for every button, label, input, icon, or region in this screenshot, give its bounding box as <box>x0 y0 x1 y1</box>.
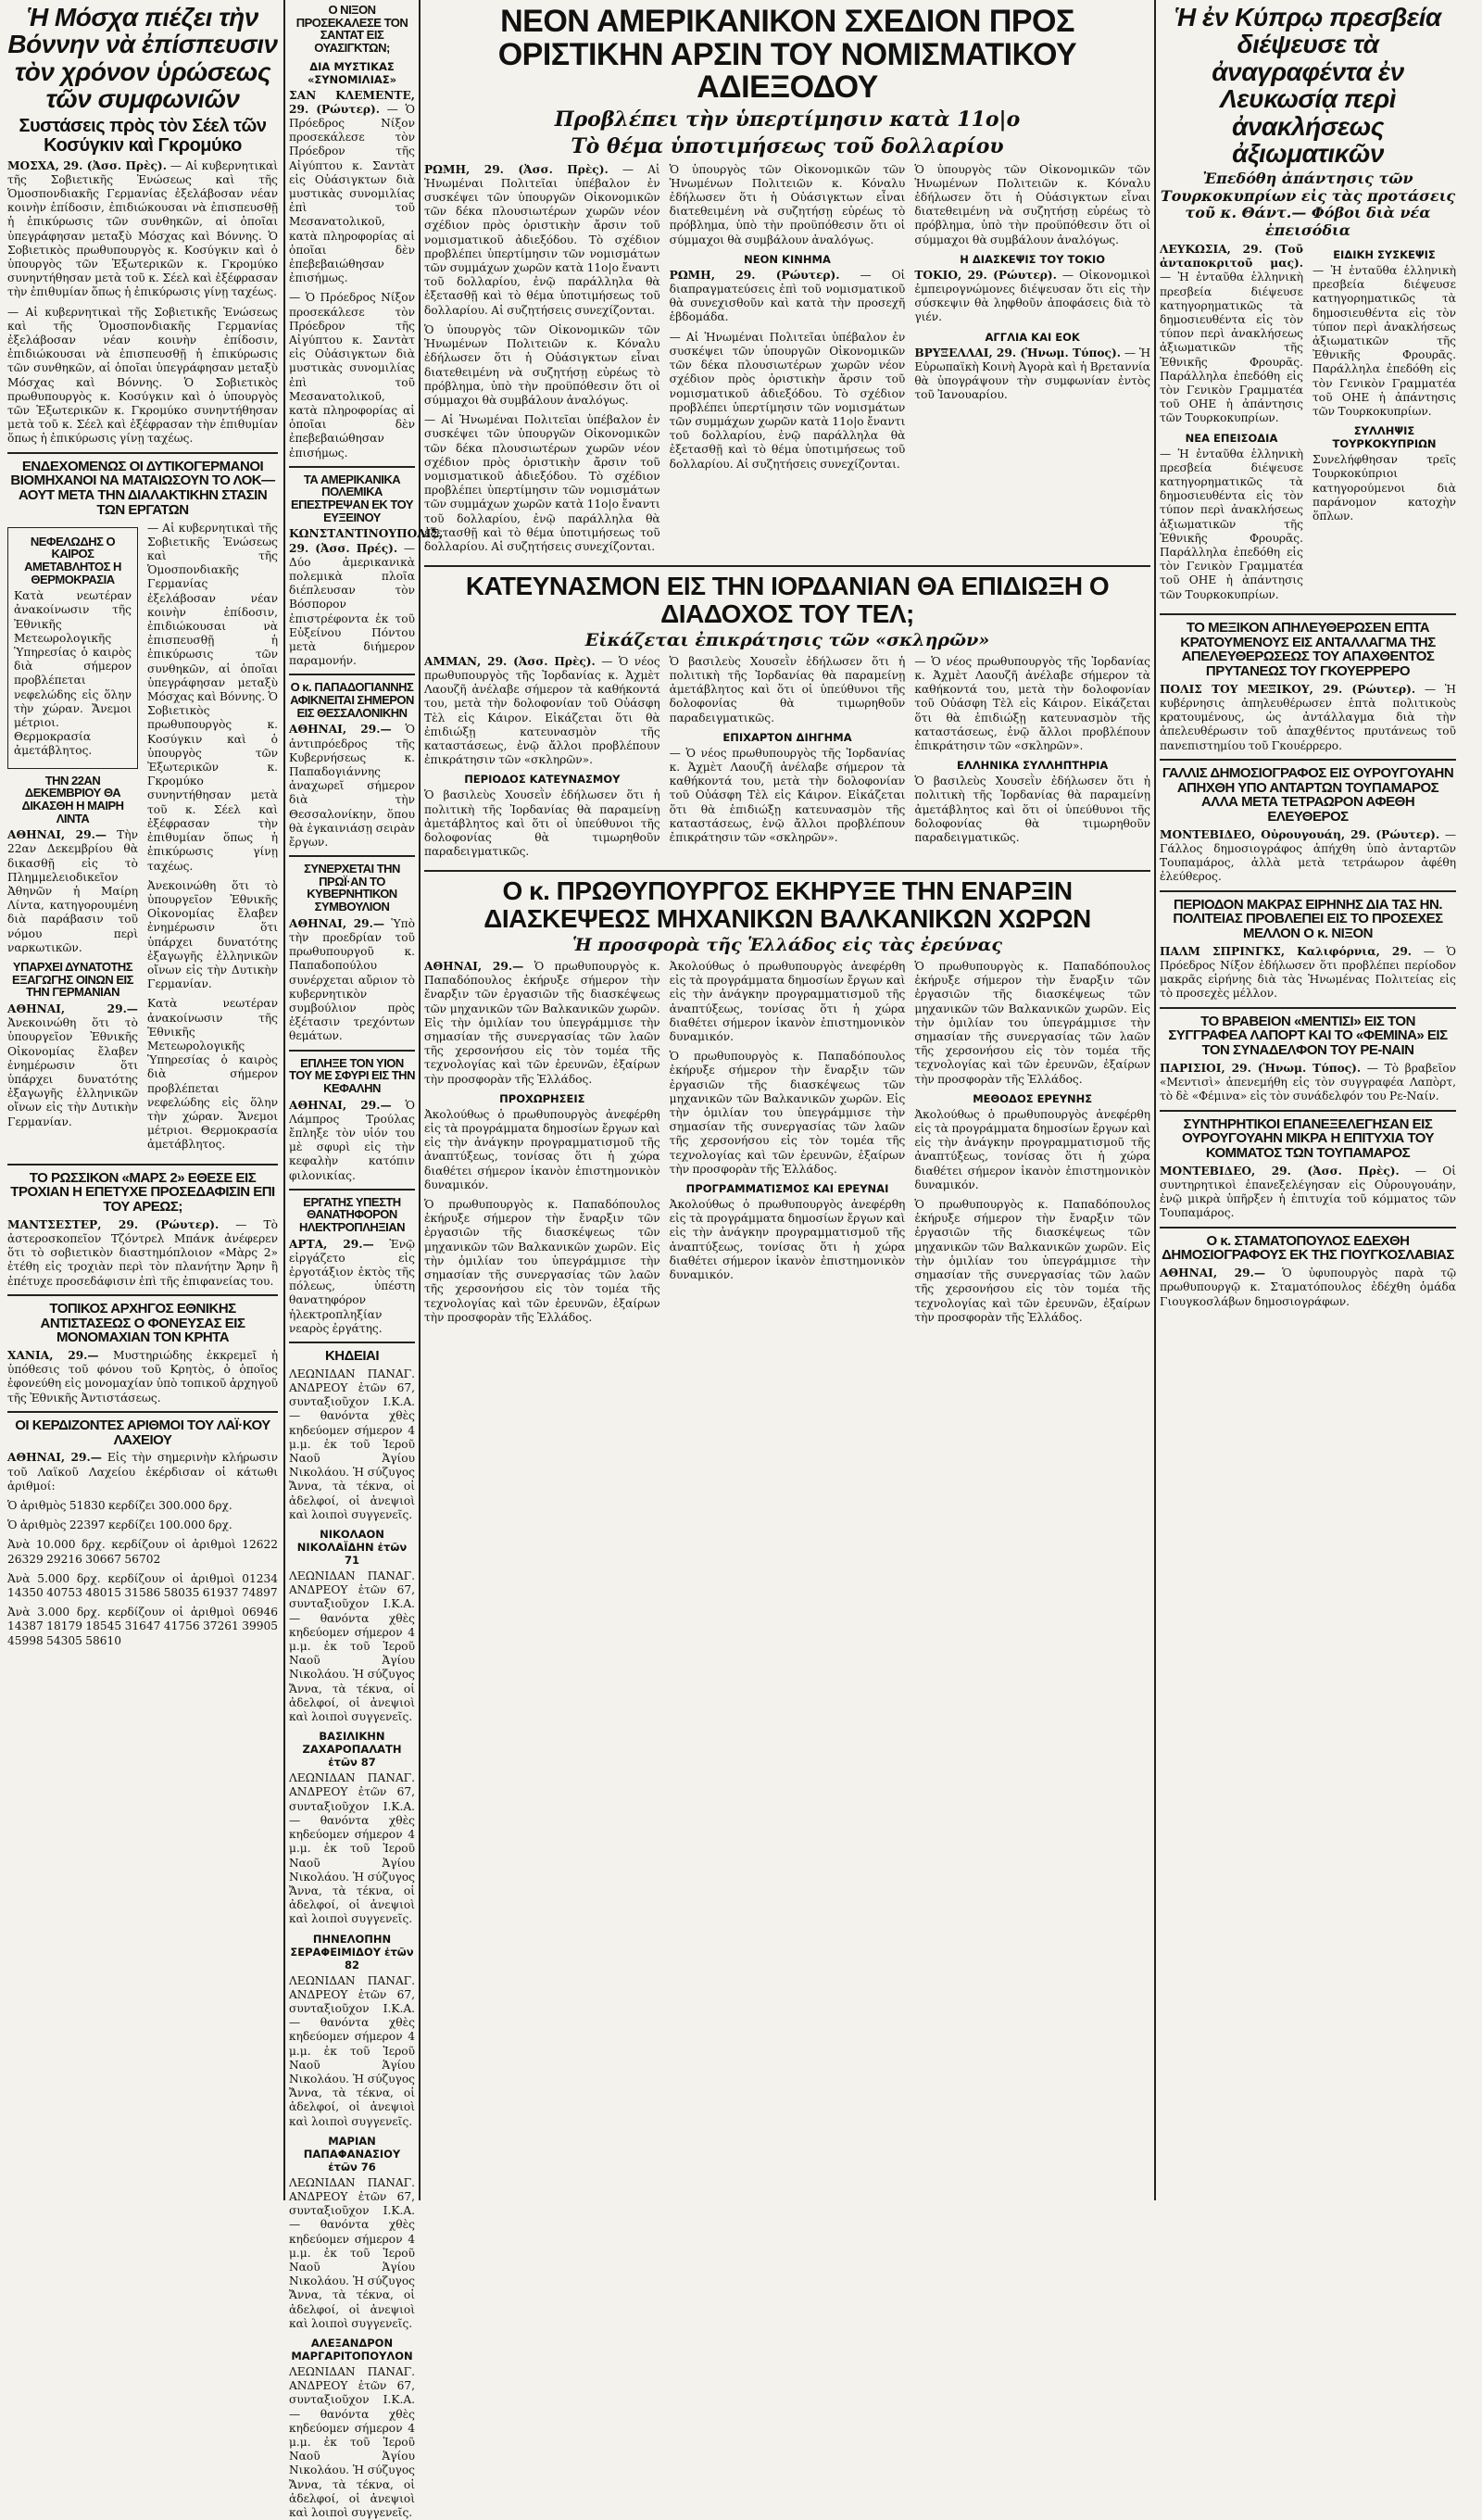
lottery-line: Ὁ ἀριθμὸς 51830 κερδίζει 300.000 δρχ. <box>7 1499 232 1512</box>
subheadline-cyprus: Ἐπεδόθη ἀπάντησις τῶν Τουρκοκυπρίων εἰς τὰς προτάσεις τοῦ κ. Θάντ.— Φόβοι διὰ νέα ἐπεισόδια <box>1160 170 1456 239</box>
headline-prize: ΤΟ ΒΡΑΒΕΙΟΝ «ΜΕΝΤΙΣΙ» ΕΙΣ ΤΟΝ ΣΥΓΓΡΑΦΕΑ ΛΑΠΟΡΤ ΚΑΙ ΤΟ «ΦΕΜΙΝΑ» ΕΙΣ ΤΟΝ ΣΥΝΑΔΕΛΦΟΝ ΤΟΥ ΡΕ-ΝΑΙΝ <box>1168 1013 1448 1059</box>
funeral-name: ΠΗΝΕΛΟΠΗΝ ΣΕΡΑΦΕΙΜΙΔΟΥ ἐτῶν 82 <box>290 1932 414 1972</box>
article-papadogiannis: ΑΘΗΝΑΙ, 29.— Ὁ ἀντιπρόεδρος τῆς Κυβερνήσεως κ. Παπαδογιάννης ἀναχωρεῖ σήμερον διὰ τὴν Θεσσαλονίκην, ὅπου θὰ ἐγκαινιάσῃ σειρὰν ἔργων. <box>289 723 415 849</box>
article-weather: Κατὰ νεωτέραν ἀνακοίνωσιν τῆς Ἐθνικῆς Μετεωρολογικῆς Ὑπηρεσίας ὁ καιρὸς διὰ σήμερον προβλέπεται νεφελώδης εἰς ὅλην τὴν χώραν. Ἄνεμοι μέτριοι. Θερμοκρασία ἀμετάβλητος. <box>14 589 132 758</box>
headline-nixon-sadat: Ο ΝΙΞΟΝ ΠΡΟΣΕΚΑΛΕΣΕ ΤΟΝ ΣΑΝΤΑΤ ΕΙΣ ΟΥΑΣΙΓΚΤΩΝ; <box>295 3 408 55</box>
article-pm-b: Ἀκολούθως ὁ πρωθυπουργὸς ἀνεφέρθη εἰς τὰ προγράμματα δημοσίων ἔργων καὶ εἰς τὴν ἀνάγκην προγραμματισμοῦ τῆς ἀναπτύξεως, τονίσας ὅτι ἡ χώρα διαθέτει σήμερον ἱκανὸν ἐπιστημονικὸν δυναμικόν. <box>424 1107 660 1191</box>
headline-council: ΣΥΝΕΡΧΕΤΑΙ ΤΗΝ ΠΡΩΪ·ΑΝ ΤΟ ΚΥΒΕΡΝΗΤΙΚΟΝ ΣΥΜΒΟΥΛΙΟΝ <box>304 862 400 914</box>
headline-cyprus: Ἡ ἐν Κύπρῳ πρεσβεία διέψευσε τὰ ἀναγραφέντα ἐν Λευκωσίᾳ περὶ ἀνακλήσεως ἀξιωματικῶν <box>1174 3 1441 168</box>
column-right <box>1160 0 1456 2200</box>
article-us-plan-b: Ὁ ὑπουργὸς τῶν Οἰκονομικῶν τῶν Ἡνωμένων Πολιτειῶν κ. Κόναλυ ἐδήλωσεν ὅτι ἡ Οὐάσιγκτων εἶναι διατεθειμένη νὰ συζητήσῃ εὐρέως τὸ πρόβλημα, ὑπὸ τὴν προϋπόθεσιν ὅτι οἱ σύμμαχοι θὰ συμβάλουν ἀναλόγως. <box>424 322 660 407</box>
subhead-turk: ΣΥΛΛΗΨΙΣ ΤΟΥΡΚΟΚΥΠΡΙΩΝ <box>1332 424 1437 451</box>
article-navy: ΚΩΝΣΤΑΝΤΙΝΟΥΠΟΛΙΣ, 29. (Ἀσσ. Πρές). — Δύο ἀμερικανικὰ πολεμικὰ πλοῖα διέπλευσαν τὸν Βόσπορον ἐπιστρέφοντα ἐκ τοῦ Εὐξείνου Πόντου μετὰ διήμερον παραμονήν. <box>289 527 444 668</box>
article-cyprus-c: — Ἡ ἐνταῦθα ἑλληνικὴ πρεσβεία διέψευσε κατηγορηματικῶς τὰ δημοσιευθέντα εἰς τὸν τύπον περὶ ἀνακλήσεως ἀξιωματικῶν τῆς Ἐθνικῆς Φρουρᾶς. Παράλληλα ἐπεδόθη εἰς τὸν Γενικὸν Γραμματέα τοῦ ΟΗΕ ἡ ἀπάντησις τῶν Τουρκοκυπρίων. <box>1312 263 1456 418</box>
lottery-line: Ἀνὰ 5.000 δρχ. κερδίζουν οἱ ἀριθμοὶ 01234 14350 40753 48015 31586 58035 61937 74897 <box>7 1571 278 1600</box>
article-pm-c: Ὁ πρωθυπουργὸς κ. Παπαδόπουλος ἐκήρυξε σήμερον τὴν ἔναρξιν τῶν ἐργασιῶν τῆς διασκέψεως τῶν μηχανικῶν τῶν Βαλκανικῶν χωρῶν. Εἰς τὴν ὁμιλίαν του ὑπεγράμμισε τὴν σημασίαν τῆς συνεργασίας τῶν λαῶν τῆς χερσονήσου εἰς τὸν τομέα τῆς τεχνολογίας καὶ τῶν ἐρευνῶν, ἐξαίρων τὴν προσφορὰν τῆς Ἑλλάδος. <box>424 1198 660 1324</box>
subhead-jordan: ΕΛΛΗΝΙΚΑ ΣΥΛΛΗΠΤΗΡΙΑ <box>957 759 1109 773</box>
article-prize: ΠΑΡΙΣΙΟΙ, 29. (Ἡνωμ. Τύπος). — Τὸ βραβεῖον «Μεντισὶ» ἀπενεμήθη εἰς τὸν συγγραφέα Λαπὸρτ, τὸ δὲ «Φέμινα» εἰς τὸν συνάδελφόν του Ρε-Ναίν. <box>1160 1061 1456 1103</box>
headline-electrocution: ΕΡΓΑΤΗΣ ΥΠΕΣΤΗ ΘΑΝΑΤΗΦΟΡΟΝ ΗΛΕΚΤΡΟΠΛΗΞΙΑΝ <box>298 1194 406 1234</box>
subheadline-pm: Ἡ προσφορὰ τῆς Ἑλλάδος εἰς τὰς ἐρεύνας <box>571 935 1002 956</box>
article-industrialists-a: — Αἱ κυβερνητικαὶ τῆς Σοβιετικῆς Ἑνώσεως καὶ τῆς Ὁμοσπονδιακῆς Γερμανίας ἐξελάβοσαν νέαν κοινὴν ἐπίδοσιν, ἐπιδιώκουσαι νὰ ἐπισπευσθῇ ἡ ἐπικύρωσις τῶν συνθηκῶν, αἱ ὁποῖαι ὑπεγράφησαν μεταξὺ Μόσχας καὶ Βόννης. Ὁ Σοβιετικὸς πρωθυπουργὸς κ. Κοσύγκιν καὶ ὁ ὑπουργὸς τῶν Ἐξωτερικῶν κ. Γκρομύκο συνηντήθησαν μετὰ τοῦ κ. Σέελ καὶ ἐξέφρασαν τὴν ἐπιθυμίαν ὅπως ἡ ἐπικύρωσις γίνῃ ταχέως. <box>147 521 278 873</box>
article-pm-f: Ἀκολούθως ὁ πρωθυπουργὸς ἀνεφέρθη εἰς τὰ προγράμματα δημοσίων ἔργων καὶ εἰς τὴν ἀνάγκην προγραμματισμοῦ τῆς ἀναπτύξεως, τονίσας ὅτι ἡ χώρα διαθέτει σήμερον ἱκανὸν ἐπιστημονικὸν δυναμικόν. <box>669 1198 906 1282</box>
headline-uruguay-journalist: ΓΑΛΛΙΣ ΔΗΜΟΣΙΟΓΡΑΦΟΣ ΕΙΣ ΟΥΡΟΥΓΟΥΑΗΝ ΑΠΗΧΘΗ ΥΠΟ ΑΝΤΑΡΤΩΝ ΤΟΥΠΑΜΑΡΟΣ ΑΛΛΑ ΜΕΤΑ ΤΕΤΡΑΩΡΟΝ ΑΦΕΘΗ ΕΛΕΥΘΕΡΟΣ <box>1162 764 1454 825</box>
lottery-line: Ἀνὰ 10.000 δρχ. κερδίζουν οἱ ἀριθμοὶ 12622 26329 29216 30667 56702 <box>7 1538 278 1566</box>
article-us-plan-f: Ὁ ὑπουργὸς τῶν Οἰκονομικῶν τῶν Ἡνωμένων Πολιτειῶν κ. Κόναλυ ἐδήλωσεν ὅτι ἡ Οὐάσιγκτων εἶναι διατεθειμένη νὰ συζητήσῃ εὐρέως τὸ πρόβλημα, ὑπὸ τὴν προϋπόθεσιν ὅτι οἱ σύμμαχοι θὰ συμβάλουν ἀναλόγως. <box>914 162 1151 246</box>
article-industrialists-b: Ἀνεκοινώθη ὅτι τὸ ὑπουργεῖον Ἐθνικῆς Οἰκονομίας ἔλαβεν ἐνημέρωσιν ὅτι ὑπάρχει δυνατότης ἐξαγωγῆς ἑλληνικῶν οἴνων εἰς τὴν Δυτικὴν Γερμανίαν. <box>147 878 278 991</box>
article-hammer: ΑΘΗΝΑΙ, 29.— Ὁ Λάμπρος Τρούλας ἔπληξε τὸν υἱόν του μὲ σφυρὶ εἰς τὴν κεφαλὴν κατόπιν φιλονικίας. <box>289 1098 415 1182</box>
headline-hammer: ΕΠΛΗΞΕ ΤΟΝ ΥΙΟΝ ΤΟΥ ΜΕ ΣΦΥΡΙ ΕΙΣ ΤΗΝ ΚΕΦΑΛΗΝ <box>289 1055 415 1095</box>
column-narrow <box>289 0 444 2520</box>
lottery-line: Ἀνὰ 3.000 δρχ. κερδίζουν οἱ ἀριθμοὶ 06946 14387 18179 18545 31647 41756 37261 39905 45998 54305 58610 <box>7 1606 278 1647</box>
headline-industrialists: ΕΝΔΕΧΟΜΕΝΩΣ ΟΙ ΔΥΤΙΚΟΓΕΡΜΑΝΟΙ ΒΙΟΜΗΧΑΝΟΙ ΝΑ ΜΑΤΑΙΩΣΟΥΝ ΤΟ ΛΟΚ—ΑΟΥΤ ΜΕΤΑ ΤΗΝ ΔΙΑΛΑΚΤΙΚΗΝ ΣΤΑΣΙΝ ΤΩΝ ΕΡΓΑΤΩΝ <box>10 458 275 518</box>
headline-wines: ΥΠΑΡΧΕΙ ΔΥΝΑΤΟΤΗΣ ΕΞΑΓΩΓΗΣ ΟΙΝΩΝ ΕΙΣ ΤΗΝ ΓΕΡΜΑΝΙΑΝ <box>12 960 133 1000</box>
lottery-line: Ὁ ἀριθμὸς 22397 κερδίζει 100.000 δρχ. <box>7 1518 232 1532</box>
headline-jordan: ΚΑΤΕΥΝΑΣΜΟΝ ΕΙΣ ΤΗΝ ΙΟΡΔΑΝΙΑΝ ΘΑ ΕΠΙΔΙΩΞΗ Ο ΔΙΑΔΟΧΟΣ ΤΟΥ ΤΕΛ; <box>465 572 1110 628</box>
article-industrialists-c: Κατὰ νεωτέραν ἀνακοίνωσιν τῆς Ἐθνικῆς Μετεωρολογικῆς Ὑπηρεσίας ὁ καιρὸς διὰ σήμερον προβλέπεται νεφελώδης εἰς ὅλην τὴν χώραν. Ἄνεμοι μέτριοι. Θερμοκρασία ἀμετάβλητος. <box>147 997 278 1152</box>
column-left <box>7 0 278 2200</box>
article-us-plan-a: ΡΩΜΗ, 29. (Ἀσσ. Πρὲς). — Αἱ Ἡνωμέναι Πολιτεῖαι ὑπέβαλον ἐν συσκέψει τῶν ὑπουργῶν Οἰκονομικῶν τῶν δέκα πλουσιωτέρων χωρῶν νέον σχέδιον πρὸς ὁριστικὴν ἄρσιν τοῦ νομισματικοῦ ἀδιεξόδου. Τὸ σχέδιον προβλέπει ὑπερτίμησιν τῶν νομισμάτων τῶν συμμάχων χωρῶν κατὰ 11ο|ο ἔναντι τοῦ δολλαρίου, ἐνῷ παράλληλα θὰ ἐξετασθῇ καὶ τὸ θέμα ὑποτιμήσεως τοῦ δολλαρίου. Αἱ συζητήσεις συνεχίζονται. <box>424 162 660 317</box>
subheadline-dollar: Τὸ θέμα ὑποτιμήσεως τοῦ δολλαρίου <box>571 134 1004 159</box>
headline-lottery: ΟΙ ΚΕΡΔΙΖΟΝΤΕΣ ΑΡΙΘΜΟΙ ΤΟΥ ΛΑΪ·ΚΟΥ ΛΑΧΕΙΟΥ <box>15 1417 270 1448</box>
subhead-eok: ΑΓΓΛΙΑ ΚΑΙ ΕΟΚ <box>985 330 1080 344</box>
article-jordan-a: ΑΜΜΑΝ, 29. (Ἀσσ. Πρὲς). — Ὁ νέος πρωθυπουργὸς τῆς Ἰορδανίας κ. Ἀχμὲτ Λαουζῆ ἀνέλαβε σήμερον τὰ καθήκοντά του, μετὰ τὴν δολοφονίαν τοῦ Οὐάσφη Τὲλ εἰς Κάιρον. Εἰκάζεται ὅτι θὰ ἐπιδιώξῃ κατευνασμὸν τῆς καταστάσεως, ἐνῷ ἄλλοι προβλέπουν ἐπικράτησιν τῶν «σκληρῶν». <box>424 654 660 767</box>
funeral-notice: ΛΕΩΝΙΔΑΝ ΠΑΝΑΓ. ΑΝΔΡΕΟΥ ἐτῶν 67, συνταξιοῦχον Ι.Κ.Α. — θανόντα χθὲς κηδεύομεν σήμερον 4 μ.μ. ἐκ τοῦ Ἱεροῦ Ναοῦ Ἁγίου Νικολάου. Ἡ σύζυγος Ἄννα, τὰ τέκνα, οἱ ἀδελφοί, οἱ ἀνεψιοὶ καὶ λοιποὶ συγγενεῖς. <box>289 2175 415 2330</box>
article-pm-d: Ἀκολούθως ὁ πρωθυπουργὸς ἀνεφέρθη εἰς τὰ προγράμματα δημοσίων ἔργων καὶ εἰς τὴν ἀνάγκην προγραμματισμοῦ τῆς ἀναπτύξεως, τονίσας ὅτι ἡ χώρα διαθέτει σήμερον ἱκανὸν ἐπιστημονικὸν δυναμικόν. <box>669 960 906 1044</box>
article-jordan-c: Ὁ βασιλεὺς Χουσεῒν ἐδήλωσεν ὅτι ἡ πολιτικὴ τῆς Ἰορδανίας θὰ παραμείνῃ ἀμετάβλητος καὶ ὅτι οἱ ὑπεύθυνοι τῆς δολοφονίας θὰ τιμωρηθοῦν παραδειγματικῶς. <box>669 654 906 724</box>
headline-moscow-bonn: Ἡ Μόσχα πιέζει τὴν Βόννην νὰ ἐπίσπευσιν τὸν χρόνον ὑρώσεως τῶν συμφωνιῶν <box>7 3 278 114</box>
article-pm-e: Ὁ πρωθυπουργὸς κ. Παπαδόπουλος ἐκήρυξε σήμερον τὴν ἔναρξιν τῶν ἐργασιῶν τῆς διασκέψεως τῶν μηχανικῶν τῶν Βαλκανικῶν χωρῶν. Εἰς τὴν ὁμιλίαν του ὑπεγράμμισε τὴν σημασίαν τῆς συνεργασίας τῶν λαῶν τῆς χερσονήσου εἰς τὸν τομέα τῆς τεχνολογίας καὶ τῶν ἐρευνῶν, ἐξαίρων τὴν προσφορὰν τῆς Ἑλλάδος. <box>669 1050 906 1176</box>
article-jordan-e: — Ὁ νέος πρωθυπουργὸς τῆς Ἰορδανίας κ. Ἀχμὲτ Λαουζῆ ἀνέλαβε σήμερον τὰ καθήκοντά του, μετὰ τὴν δολοφονίαν τοῦ Οὐάσφη Τὲλ εἰς Κάιρον. Εἰκάζεται ὅτι θὰ ἐπιδιώξῃ κατευνασμὸν τῆς καταστάσεως, ἐνῷ ἄλλοι προβλέπουν ἐπικράτησιν τῶν «σκληρῶν». <box>914 654 1151 752</box>
article-electrocution: ΑΡΤΑ, 29.— Ἐνῷ εἰργάζετο εἰς ἐργοτάξιον ἐκτὸς τῆς πόλεως, ὑπέστη θανατηφόρον ἠλεκτροπληξίαν νεαρὸς ἐργάτης. <box>289 1237 415 1335</box>
article-mexico: ΠΟΛΙΣ ΤΟΥ ΜΕΞΙΚΟΥ, 29. (Ρώυτερ). — Ἡ κυβέρνησις ἀπηλευθέρωσεν ἑπτὰ πολιτικοὺς κρατουμένους, ὡς ἀντάλλαγμα διὰ τὴν ἀπελευθέρωσιν τοῦ ἀπαχθέντος πρυτάνεως τοῦ πανεπιστημίου τοῦ Γκουέρρερο. <box>1160 682 1457 752</box>
subhead-pm: ΠΡΟΧΩΡΗΣΕΙΣ <box>499 1091 585 1105</box>
funeral-name: ΒΑΣΙΛΙΚΗΝ ΖΑΧΑΡΟΠΑΛΑΤΗ ἐτῶν 87 <box>302 1730 402 1770</box>
article-filler: — Ὁ Πρόεδρος Νίξον προσεκάλεσε τὸν Πρόεδρον τῆς Αἰγύπτου κ. Σαντὰτ εἰς Οὐάσιγκτων διὰ μυστικὰς συνομιλίας ἐπὶ τοῦ Μεσανατολικοῦ, κατὰ πληροφορίας αἱ ὁποῖαι δὲν ἐπεβεβαιώθησαν ἐπισήμως. <box>289 291 415 460</box>
funeral-name: ΜΑΡΙΑΝ ΠΑΠΑΦΑΝΑΣΙΟΥ ἐτῶν 76 <box>303 2134 401 2174</box>
headline-weather: ΝΕΦΕΛΩΔΗΣ Ο ΚΑΙΡΟΣ ΑΜΕΤΑΒΛΗΤΟΣ Η ΘΕΡΜΟΚΡΑΣΙΑ <box>24 534 121 586</box>
headline-us-plan: ΝΕΟΝ ΑΜΕΡΙΚΑΝΙΚΟΝ ΣΧΕΔΙΟΝ ΠΡΟΣ ΟΡΙΣΤΙΚΗΝ ΑΡΣΙΝ ΤΟΥ ΝΟΜΙΣΜΑΤΙΚΟΥ ΑΔΙΕΞΟΔΟΥ <box>497 4 1077 106</box>
article-conservatives: ΜΟΝΤΕΒΙΔΕΟ, 29. (Ἀσσ. Πρὲς). — Οἱ συντηρητικοὶ ἐπανεξελέγησαν εἰς Οὐρουγουάην, ἐνῷ μικρὰ ὑπῆρξεν ἡ ἐπιτυχία τοῦ κόμματος τῶν Τουπαμάρος. <box>1160 1164 1456 1220</box>
funeral-name: ΝΙΚΟΛΑΟΝ ΝΙΚΟΛΑΪΔΗΝ ἐτῶν 71 <box>296 1528 408 1568</box>
article-nixon-sadat: ΣΑΝ ΚΛΕΜΕΝΤΕ, 29. (Ρώυτερ). — Ὁ Πρόεδρος Νίξον προσεκάλεσε τὸν Πρόεδρον τῆς Αἰγύπτου κ. Σαντὰτ εἰς Οὐάσιγκτων διὰ μυστικὰς συνομιλίας ἐπὶ τοῦ Μεσανατολικοῦ, κατὰ πληροφορίας αἱ ὁποῖαι δὲν ἐπεβεβαιώθησαν ἐπισήμως. <box>289 88 415 285</box>
subhead-cyprus: ΝΕΑ ΕΠΕΙΣΟΔΙΑ <box>1185 431 1278 445</box>
article-lottery: ΑΘΗΝΑΙ, 29.— Εἰς τὴν σημερινὴν κλήρωσιν τοῦ Λαϊκοῦ Λαχείου ἐκέρδισαν οἱ κάτωθι ἀριθμοί: <box>7 1451 279 1493</box>
article-us-plan-d: Ὁ ὑπουργὸς τῶν Οἰκονομικῶν τῶν Ἡνωμένων Πολιτειῶν κ. Κόναλυ ἐδήλωσεν ὅτι ἡ Οὐάσιγκτων εἶναι διατεθειμένη νὰ συζητήσῃ εὐρέως τὸ πρόβλημα, ὑπὸ τὴν προϋπόθεσιν ὅτι οἱ σύμμαχοι θὰ συμβάλουν ἀναλόγως. <box>669 162 906 246</box>
article-stamatopoulos: ΑΘΗΝΑΙ, 29.— Ὁ ὑφυπουργὸς παρὰ τῷ πρωθυπουργῷ κ. Σταματόπουλος ἐδέχθη ὁμάδα Γιουγκοσλάβων δημοσιογράφων. <box>1160 1266 1457 1308</box>
article-jordan-d: — Ὁ νέος πρωθυπουργὸς τῆς Ἰορδανίας κ. Ἀχμὲτ Λαουζῆ ἀνέλαβε σήμερον τὰ καθήκοντά του, μετὰ τὴν δολοφονίαν τοῦ Οὐάσφη Τὲλ εἰς Κάιρον. Εἰκάζεται ὅτι θὰ ἐπιδιώξῃ κατευνασμὸν τῆς καταστάσεως, ἐνῷ ἄλλοι προβλέπουν ἐπικράτησιν τῶν «σκληρῶν». <box>669 746 906 844</box>
funeral-notice: ΛΕΩΝΙΔΑΝ ΠΑΝΑΓ. ΑΝΔΡΕΟΥ ἐτῶν 67, συνταξιοῦχον Ι.Κ.Α. — θανόντα χθὲς κηδεύομεν σήμερον 4 μ.μ. ἐκ τοῦ Ἱεροῦ Ναοῦ Ἁγίου Νικολάου. Ἡ σύζυγος Ἄννα, τὰ τέκνα, οἱ ἀδελφοί, οἱ ἀνεψιοὶ καὶ λοιποὶ συγγενεῖς. <box>289 1569 415 1724</box>
article-crete: ΧΑΝΙΑ, 29.— Μυστηριώδης ἐκκρεμεῖ ἡ ὑπόθεσις τοῦ φόνου τοῦ Κρητὸς, ὁ ὁποῖος ἐφονεύθη εἰς μονομαχίαν ὑπὸ τοπικοῦ ἀρχηγοῦ τῆς Ἐθνικῆς Ἀντιστάσεως. <box>7 1349 279 1405</box>
article-us-plan-e: — Αἱ Ἡνωμέναι Πολιτεῖαι ὑπέβαλον ἐν συσκέψει τῶν ὑπουργῶν Οἰκονομικῶν τῶν δέκα πλουσιωτέρων χωρῶν νέον σχέδιον πρὸς ὁριστικὴν ἄρσιν τοῦ νομισματικοῦ ἀδιεξόδου. Τὸ σχέδιον προβλέπει ὑπερτίμησιν τῶν νομισμάτων τῶν συμμάχων χωρῶν κατὰ 11ο|ο ἔναντι τοῦ δολλαρίου, ἐνῷ παράλληλα θὰ ἐξετασθῇ καὶ τὸ θέμα ὑποτιμήσεως τοῦ δολλαρίου. Αἱ συζητήσεις συνεχίζονται. <box>669 330 906 471</box>
article-peace: ΠΑΛΜ ΣΠΡΙΝΓΚΣ, Καλιφόρνια, 29. — Ὁ Πρόεδρος Νίξον ἐδήλωσεν ὅτι προβλέπει περίοδον μακρᾶς εἰρήνης διὰ τὰς Ἡνωμένας Πολιτείας εἰς τὸ προσεχὲς μέλλον. <box>1160 944 1457 1001</box>
column-rule <box>419 0 421 2200</box>
headline-maria-linta: ΤΗΝ 22ΑΝ ΔΕΚΕΜΒΡΙΟΥ ΘΑ ΔΙΚΑΣΘΗ Η ΜΑΙΡΗ ΛΙΝΤΑ <box>21 773 124 825</box>
headline-conservatives: ΣΥΝΤΗΡΗΤΙΚΟΙ ΕΠΑΝΕΞΕΛΕΓΗΣΑΝ ΕΙΣ ΟΥΡΟΥΓΟΥΑΗΝ ΜΙΚΡΑ Η ΕΠΙΤΥΧΙΑ ΤΟΥ ΚΟΜΜΑΤΟΣ ΤΩΝ ΤΟΥΠΑΜΑΡΟΣ <box>1182 1115 1434 1162</box>
headline-stamatopoulos: Ο κ. ΣΤΑΜΑΤΟΠΟΥΛΟΣ ΕΔΕΧΘΗ ΔΗΜΟΣΙΟΓΡΑΦΟΥΣ ΕΚ ΤΗΣ ΓΙΟΥΓΚΟΣΛΑΒΙΑΣ <box>1162 1232 1454 1264</box>
funeral-notice: ΛΕΩΝΙΔΑΝ ΠΑΝΑΓ. ΑΝΔΡΕΟΥ ἐτῶν 67, συνταξιοῦχον Ι.Κ.Α. — θανόντα χθὲς κηδεύομεν σήμερον 4 μ.μ. ἐκ τοῦ Ἱεροῦ Ναοῦ Ἁγίου Νικολάου. Ἡ σύζυγος Ἄννα, τὰ τέκνα, οἱ ἀδελφοί, οἱ ἀνεψιοὶ καὶ λοιποὶ συγγενεῖς. <box>289 1367 415 1521</box>
subhead-nixon: ΔΙΑ ΜΥΣΤΙΚΑΣ «ΣΥΝΟΜΙΛΙΑΣ» <box>307 59 397 86</box>
article-cyprus-b: — Ἡ ἐνταῦθα ἑλληνικὴ πρεσβεία διέψευσε κατηγορηματικῶς τὰ δημοσιευθέντα εἰς τὸν τύπον περὶ ἀνακλήσεως ἀξιωματικῶν τῆς Ἐθνικῆς Φρουρᾶς. Παράλληλα ἐπεδόθη εἰς τὸν Γενικὸν Γραμματέα τοῦ ΟΗΕ ἡ ἀπάντησις τῶν Τουρκοκυπρίων. <box>1160 447 1303 601</box>
column-center <box>424 0 1150 2200</box>
funeral-notice: ΛΕΩΝΙΔΑΝ ΠΑΝΑΓ. ΑΝΔΡΕΟΥ ἐτῶν 67, συνταξιοῦχον Ι.Κ.Α. — θανόντα χθὲς κηδεύομεν σήμερον 4 μ.μ. ἐκ τοῦ Ἱεροῦ Ναοῦ Ἁγίου Νικολάου. Ἡ σύζυγος Ἄννα, τὰ τέκνα, οἱ ἀδελφοί, οἱ ἀνεψιοὶ καὶ λοιποὶ συγγενεῖς. <box>289 2364 415 2520</box>
article-eok: ΒΡΥΞΕΛΛΑΙ, 29. (Ἡνωμ. Τύπος). — Ἡ Εὐρωπαϊκὴ Κοινὴ Ἀγορὰ καὶ ἡ Βρεταννία θὰ ὑπογράψουν τὴν συμφωνίαν ἐντὸς τοῦ Ἰανουαρίου. <box>914 346 1151 402</box>
subhead-cyprus: ΕΙΔΙΚΗ ΣΥΣΚΕΨΙΣ <box>1333 247 1436 261</box>
article-mars2: ΜΑΝΤΣΕΣΤΕΡ, 29. (Ρώυτερ). — Τὸ ἀστεροσκοπεῖον Τζόντρελ Μπάνκ ἀνέφερεν ὅτι τὸ σοβιετικὸν διαστημόπλοιον «Μὰρς 2» ἐτέθη εἰς τροχιὰν περὶ τὸν πλανήτην Ἄρην ἢ ἐπέτυχε προσεδάφισιν ἐπὶ τῆς ἐπιφανείας του. <box>7 1217 278 1288</box>
article-wines: ΑΘΗΝΑΙ, 29.— Ἀνεκοινώθη ὅτι τὸ ὑπουργεῖον Ἐθνικῆς Οἰκονομίας ἔλαβεν ἐνημέρωσιν ὅτι ὑπάρχει δυνατότης ἐξαγωγῆς ἑλληνικῶν οἴνων εἰς τὴν Δυτικὴν Γερμανίαν. <box>7 1002 138 1128</box>
article-us-plan-c: — Αἱ Ἡνωμέναι Πολιτεῖαι ὑπέβαλον ἐν συσκέψει τῶν ὑπουργῶν Οἰκονομικῶν τῶν δέκα πλουσιωτέρων χωρῶν νέον σχέδιον πρὸς ὁριστικὴν ἄρσιν τοῦ νομισματικοῦ ἀδιεξόδου. Τὸ σχέδιον προβλέπει ὑπερτίμησιν τῶν νομισμάτων τῶν συμμάχων χωρῶν κατὰ 11ο|ο ἔναντι τοῦ δολλαρίου, ἐνῷ παράλληλα θὰ ἐξετασθῇ καὶ τὸ θέμα ὑποτιμήσεως τοῦ δολλαρίου. Αἱ συζητήσεις συνεχίζονται. <box>424 413 660 553</box>
headline-mexico: ΤΟ ΜΕΞΙΚΟΝ ΑΠΗΛΕΥΘΕΡΩΣΕΝ ΕΠΤΑ ΚΡΑΤΟΥΜΕΝΟΥΣ ΕΙΣ ΑΝΤΑΛΛΑΓΜΑ ΤΗΣ ΑΠΕΛΕΥΘΕΡΩΣΕΩΣ ΤΟΥ ΑΠΑΧΘΕΝΤΟΣ ΠΡΥΤΑΝΕΩΣ ΤΟΥ ΓΚΟΥΕΡΡΕΡΟ <box>1180 619 1436 680</box>
funeral-name: ΑΛΕΞΑΝΔΡΟΝ ΜΑΡΓΑΡΙΤΟΠΟΥΛΟΝ <box>291 2336 413 2362</box>
article-turk: Συνελήφθησαν τρεῖς Τουρκοκύπριοι κατηγορούμενοι διὰ παράνομον κατοχὴν ὅπλων. <box>1312 453 1456 523</box>
subheadline-jordan: Εἰκάζεται ἐπικράτησις τῶν «σκληρῶν» <box>584 629 990 650</box>
article-jordan-f: Ὁ βασιλεὺς Χουσεῒν ἐδήλωσεν ὅτι ἡ πολιτικὴ τῆς Ἰορδανίας θὰ παραμείνῃ ἀμετάβλητος καὶ ὅτι οἱ ὑπεύθυνοι τῆς δολοφονίας θὰ τιμωρηθοῦν παραδειγματικῶς. <box>914 775 1151 844</box>
subhead-jordan: ΕΠΙΧΑΡΤΟΝ ΔΙΗΓΗΜΑ <box>722 730 852 744</box>
headline-funerals: ΚΗΔΕΙΑΙ <box>324 1348 380 1365</box>
article-pm-i: Ὁ πρωθυπουργὸς κ. Παπαδόπουλος ἐκήρυξε σήμερον τὴν ἔναρξιν τῶν ἐργασιῶν τῆς διασκέψεως τῶν μηχανικῶν τῶν Βαλκανικῶν χωρῶν. Εἰς τὴν ὁμιλίαν του ὑπεγράμμισε τὴν σημασίαν τῆς συνεργασίας τῶν λαῶν τῆς χερσονήσου εἰς τὸν τομέα τῆς τεχνολογίας καὶ τῶν ἐρευνῶν, ἐξαίρων τὴν προσφορὰν τῆς Ἑλλάδος. <box>914 1198 1151 1324</box>
subhead-pm: ΠΡΟΓΡΑΜΜΑΤΙΣΜΟΣ ΚΑΙ ΕΡΕΥΝΑΙ <box>685 1182 889 1196</box>
subhead-jordan: ΠΕΡΙΟΔΟΣ ΚΑΤΕΥΝΑΣΜΟΥ <box>464 773 621 787</box>
article-council: ΑΘΗΝΑΙ, 29.— Ὑπὸ τὴν προεδρίαν τοῦ πρωθυπουργοῦ κ. Παπαδοπούλου συνέρχεται αὔριον τὸ κυβερνητικὸν συμβούλιον πρὸς ἐξέτασιν τρεχόντων θεμάτων. <box>289 916 416 1043</box>
headline-crete: ΤΟΠΙΚΟΣ ΑΡΧΗΓΟΣ ΕΘΝΙΚΗΣ ΑΝΤΙΣΤΑΣΕΩΣ Ο ΦΟΝΕΥΣΑΣ ΕΙΣ ΜΟΝΟΜΑΧΙΑΝ ΤΟΝ ΚΡΗΤΑ <box>40 1300 245 1346</box>
article-maria-linta: ΑΘΗΝΑΙ, 29.— Τὴν 22αν Δεκεμβρίου θὰ δικασθῇ εἰς τὸ Πλημμελειοδικεῖον Ἀθηνῶν ἡ Μαίρη Λίντα, κατηγορουμένη διὰ παράβασιν τοῦ νόμου περὶ ναρκωτικῶν. <box>7 828 139 954</box>
headline-navy: ΤΑ ΑΜΕΡΙΚΑΝΙΚΑ ΠΟΛΕΜΙΚΑ ΕΠΕΣΤΡΕΨΑΝ ΕΚ ΤΟΥ ΕΥΞΕΙΝΟΥ <box>290 472 414 524</box>
headline-pm-balkan: Ο κ. ΠΡΩΘΥΠΟΥΡΓΟΣ ΕΚΗΡΥΞΕ ΤΗΝ ΕΝΑΡΞΙΝ ΔΙΑΣΚΕΨΕΩΣ ΜΗΧΑΝΙΚΩΝ ΒΑΛΚΑΝΙΚΩΝ ΧΩΡΩΝ <box>484 876 1091 933</box>
article-jordan-b: Ὁ βασιλεὺς Χουσεῒν ἐδήλωσεν ὅτι ἡ πολιτικὴ τῆς Ἰορδανίας θὰ παραμείνῃ ἀμετάβλητος καὶ ὅτι οἱ ὑπεύθυνοι τῆς δολοφονίας θὰ τιμωρηθοῦν παραδειγματικῶς. <box>424 788 660 859</box>
headline-peace: ΠΕΡΙΟΔΟΝ ΜΑΚΡΑΣ ΕΙΡΗΝΗΣ ΔΙΑ ΤΑΣ ΗΝ. ΠΟΛΙΤΕΙΑΣ ΠΡΟΒΛΕΠΕΙ ΕΙΣ ΤΟ ΠΡΟΣΕΧΕΣ ΜΕΛΛΟΝ Ο κ. ΝΙΞΟΝ <box>1173 896 1443 942</box>
subhead-tokyo: Η ΔΙΑΣΚΕΨΙΣ ΤΟΥ ΤΟΚΙΟ <box>960 252 1106 266</box>
funeral-notice: ΛΕΩΝΙΔΑΝ ΠΑΝΑΓ. ΑΝΔΡΕΟΥ ἐτῶν 67, συνταξιοῦχον Ι.Κ.Α. — θανόντα χθὲς κηδεύομεν σήμερον 4 μ.μ. ἐκ τοῦ Ἱεροῦ Ναοῦ Ἁγίου Νικολάου. Ἡ σύζυγος Ἄννα, τὰ τέκνα, οἱ ἀδελφοί, οἱ ἀνεψιοὶ καὶ λοιποὶ συγγενεῖς. <box>289 1771 415 1926</box>
headline-papadogiannis: Ο κ. ΠΑΠΑΔΟΓΙΑΝΝΗΣ ΑΦΙΚΝΕΙΤΑΙ ΣΗΜΕΡΟΝ ΕΙΣ ΘΕΣΣΑΛΟΝΙΚΗΝ <box>290 680 414 720</box>
subhead-new-move: ΝΕΟΝ ΚΙΝΗΜΑ <box>744 252 831 266</box>
article-pm-h: Ἀκολούθως ὁ πρωθυπουργὸς ἀνεφέρθη εἰς τὰ προγράμματα δημοσίων ἔργων καὶ εἰς τὴν ἀνάγκην προγραμματισμοῦ τῆς ἀναπτύξεως, τονίσας ὅτι ἡ χώρα διαθέτει σήμερον ἱκανὸν ἐπιστημονικὸν δυναμικόν. <box>914 1107 1151 1191</box>
subheadline-revaluation: Προβλέπει τὴν ὑπερτίμησιν κατὰ 11ο|ο <box>554 107 1021 132</box>
article-tokyo: ΤΟΚΙΟ, 29. (Ρώυτερ). — Οἰκονομικοὶ ἐμπειρογνώμονες διέψευσαν ὅτι εἰς τὴν σύσκεψιν θὰ ληφθοῦν ἀποφάσεις διὰ τὸ γιέν. <box>914 268 1151 324</box>
subhead-pm: ΜΕΘΟΔΟΣ ΕΡΕΥΝΗΣ <box>973 1091 1093 1105</box>
article-new-move: ΡΩΜΗ, 29. (Ρώυτερ). — Οἱ διαπραγματεύσεις ἐπὶ τοῦ νομισματικοῦ θὰ συνεχισθοῦν καὶ κατὰ τὴν προσεχῆ ἑβδομάδα. <box>669 268 906 324</box>
column-rule <box>283 0 285 2200</box>
funeral-notice: ΛΕΩΝΙΔΑΝ ΠΑΝΑΓ. ΑΝΔΡΕΟΥ ἐτῶν 67, συνταξιοῦχον Ι.Κ.Α. — θανόντα χθὲς κηδεύομεν σήμερον 4 μ.μ. ἐκ τοῦ Ἱεροῦ Ναοῦ Ἁγίου Νικολάου. Ἡ σύζυγος Ἄννα, τὰ τέκνα, οἱ ἀδελφοί, οἱ ἀνεψιοὶ καὶ λοιποὶ συγγενεῖς. <box>289 1973 415 2128</box>
column-rule <box>1154 0 1156 2200</box>
article-pm-g: Ὁ πρωθυπουργὸς κ. Παπαδόπουλος ἐκήρυξε σήμερον τὴν ἔναρξιν τῶν ἐργασιῶν τῆς διασκέψεως τῶν μηχανικῶν τῶν Βαλκανικῶν χωρῶν. Εἰς τὴν ὁμιλίαν του ὑπεγράμμισε τὴν σημασίαν τῆς συνεργασίας τῶν λαῶν τῆς χερσονήσου εἰς τὸν τομέα τῆς τεχνολογίας καὶ τῶν ἐρευνῶν, ἐξαίρων τὴν προσφορὰν τῆς Ἑλλάδος. <box>914 960 1151 1086</box>
subheadline-kosygin: Συστάσεις πρὸς τὸν Σέελ τῶν Κοσύγκιν καὶ Γκρομύκο <box>19 115 267 156</box>
article-cyprus-a: ΛΕΥΚΩΣΙΑ, 29. (Τοῦ ἀνταποκριτοῦ μας). — Ἡ ἐνταῦθα ἑλληνικὴ πρεσβεία διέψευσε κατηγορηματικῶς τὰ δημοσιευθέντα εἰς τὸν τύπον περὶ ἀνακλήσεως ἀξιωματικῶν τῆς Ἐθνικῆς Φρουρᾶς. Παράλληλα ἐπεδόθη εἰς τὸν Γενικὸν Γραμματέα τοῦ ΟΗΕ ἡ ἀπάντησις τῶν Τουρκοκυπρίων. <box>1160 242 1303 425</box>
article-filler: — Αἱ κυβερνητικαὶ τῆς Σοβιετικῆς Ἑνώσεως καὶ τῆς Ὁμοσπονδιακῆς Γερμανίας ἐξελάβοσαν νέαν κοινὴν ἐπίδοσιν, ἐπιδιώκουσαι νὰ ἐπισπευσθῇ ἡ ἐπικύρωσις τῶν συνθηκῶν, αἱ ὁποῖαι ὑπεγράφησαν μεταξὺ Μόσχας καὶ Βόννης. Ὁ Σοβιετικὸς πρωθυπουργὸς κ. Κοσύγκιν καὶ ὁ ὑπουργὸς τῶν Ἐξωτερικῶν κ. Γκρομύκο συνηντήθησαν μετὰ τοῦ κ. Σέελ καὶ ἐξέφρασαν τὴν ἐπιθυμίαν ὅπως ἡ ἐπικύρωσις γίνῃ ταχέως. <box>7 305 278 446</box>
headline-mars2: ΤΟ ΡΩΣΣΙΚΟΝ «ΜΑΡΣ 2» ΕΘΕΣΕ ΕΙΣ ΤΡΟΧΙΑΝ Η ΕΠΕΤΥΧΕ ΠΡΟΣΕΔΑΦΙΣΙΝ ΕΠΙ ΤΟΥ ΑΡΕΩΣ; <box>10 1169 275 1216</box>
article-uruguay-journalist: ΜΟΝΤΕΒΙΔΕΟ, Οὐρουγουάη, 29. (Ρώυτερ). — Γάλλος δημοσιογράφος ἀπήχθη ὑπὸ ἀνταρτῶν Τουπαμάρος, ἀλλὰ μετὰ τετράωρον ἀφέθη ἐλεύθερος. <box>1160 827 1456 884</box>
article-pm-a: ΑΘΗΝΑΙ, 29.— Ὁ πρωθυπουργὸς κ. Παπαδόπουλος ἐκήρυξε σήμερον τὴν ἔναρξιν τῶν ἐργασιῶν τῆς διασκέψεως τῶν μηχανικῶν τῶν Βαλκανικῶν χωρῶν. Εἰς τὴν ὁμιλίαν του ὑπεγράμμισε τὴν σημασίαν τῆς συνεργασίας τῶν λαῶν τῆς χερσονήσου εἰς τὸν τομέα τῆς τεχνολογίας καὶ τῶν ἐρευνῶν, ἐξαίρων τὴν προσφορὰν τῆς Ἑλλάδος. <box>424 960 660 1086</box>
article-moscow: ΜΟΣΧΑ, 29. (Ἀσσ. Πρὲς). — Αἱ κυβερνητικαὶ τῆς Σοβιετικῆς Ἑνώσεως καὶ τῆς Ὁμοσπονδιακῆς Γερμανίας ἐξελάβοσαν νέαν κοινὴν ἐπίδοσιν, ἐπιδιώκουσαι νὰ ἐπισπευσθῇ ἡ ἐπικύρωσις τῶν συνθηκῶν, αἱ ὁποῖαι ὑπεγράφησαν μεταξὺ Μόσχας καὶ Βόννης. Ὁ Σοβιετικὸς πρωθυπουργὸς κ. Κοσύγκιν καὶ ὁ ὑπουργὸς τῶν Ἐξωτερικῶν κ. Γκρομύκο συνηντήθησαν μετὰ τοῦ κ. Σέελ καὶ ἐξέφρασαν τὴν ἐπιθυμίαν ὅπως ἡ ἐπικύρωσις γίνῃ ταχέως. <box>7 158 279 299</box>
weather-box <box>7 527 138 769</box>
